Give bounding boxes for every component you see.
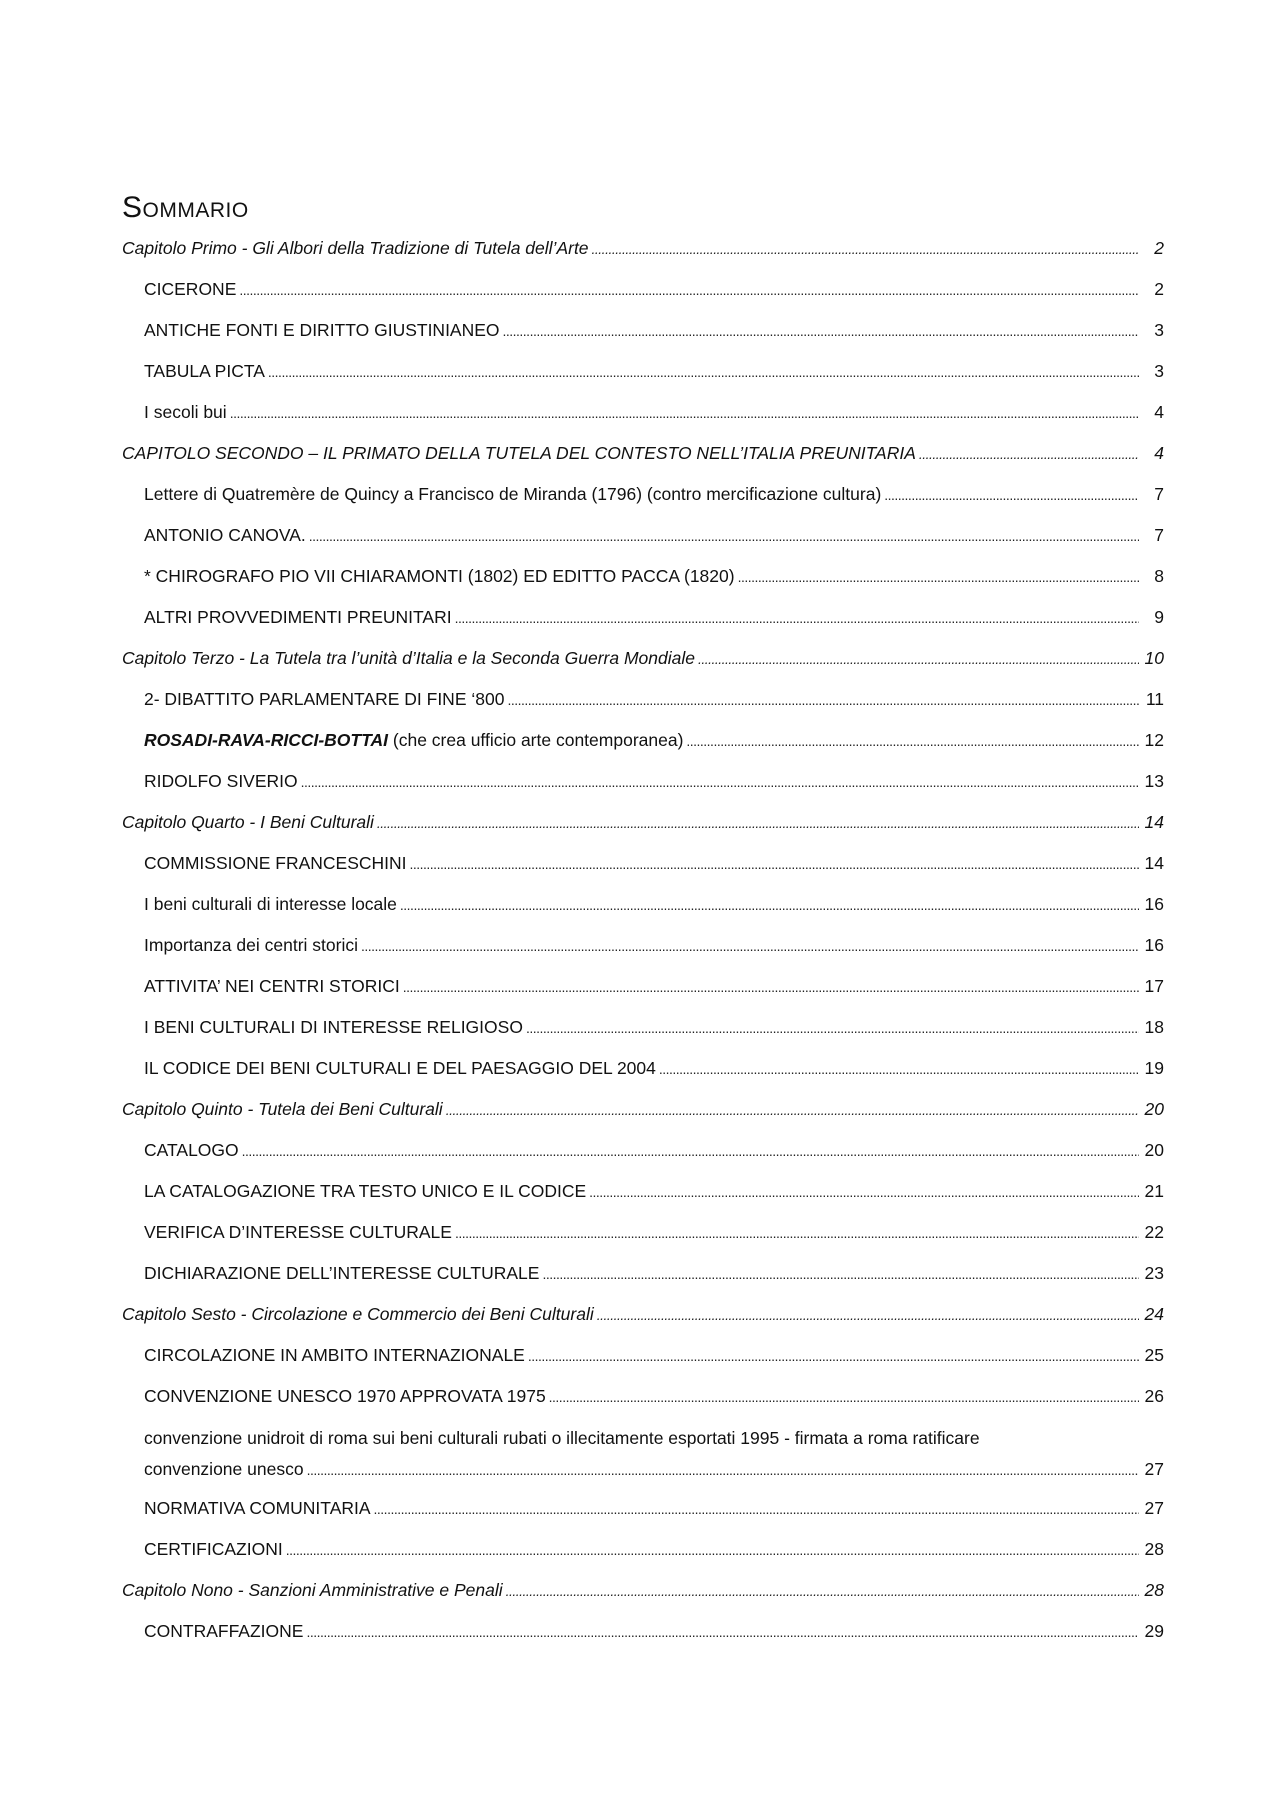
- toc-page-number: 3: [1154, 320, 1164, 340]
- dot-leader: [589, 1171, 1139, 1213]
- dot-leader: [230, 392, 1139, 434]
- dot-leader: [686, 720, 1139, 762]
- toc-chapter-entry[interactable]: [122, 1089, 1164, 1130]
- toc-page-number: 2: [1154, 279, 1164, 299]
- toc-page-number: 17: [1144, 976, 1164, 996]
- dot-leader: [528, 1335, 1139, 1377]
- toc-entry-text: CERTIFICAZIONI: [144, 1539, 283, 1559]
- toc-entry-text: LA CATALOGAZIONE TRA TESTO UNICO E IL CODICE: [144, 1181, 587, 1201]
- toc-section-entry[interactable]: [122, 1253, 1164, 1294]
- toc-entry-text: I BENI CULTURALI DI INTERESSE RELIGIOSO: [144, 1017, 523, 1037]
- toc-entry-text: DICHIARAZIONE DELL’INTERESSE CULTURALE: [144, 1263, 540, 1283]
- dot-leader: [659, 1048, 1139, 1090]
- toc-section-entry[interactable]: [122, 1611, 1164, 1652]
- toc-entry-text: [144, 720, 683, 761]
- toc-entry-text: Capitolo Nono - Sanzioni Amministrative e Penali: [122, 1580, 503, 1600]
- toc-section-entry[interactable]: [122, 966, 1164, 1007]
- toc-section-entry[interactable]: [122, 1130, 1164, 1171]
- toc-entries: [122, 228, 1164, 1652]
- toc-section-entry[interactable]: [122, 310, 1164, 351]
- toc-entry-text: CICERONE: [144, 279, 237, 299]
- dot-leader: [361, 925, 1139, 967]
- toc-entry-text: Capitolo Quinto - Tutela dei Beni Culturali: [122, 1099, 443, 1119]
- toc-entry-text: ANTICHE FONTI E DIRITTO GIUSTINIANEO: [144, 320, 500, 340]
- dot-leader: [377, 802, 1139, 844]
- dot-leader: [403, 966, 1139, 1008]
- toc-section-entry[interactable]: [122, 351, 1164, 392]
- toc-entry-bold-name: ROSADI-RAVA-RICCI-BOTTAI: [144, 730, 389, 750]
- toc-section-entry[interactable]: [122, 515, 1164, 556]
- toc-entry-text: NORMATIVA COMUNITARIA: [144, 1498, 371, 1518]
- dot-leader: [306, 1611, 1139, 1653]
- toc-page-number: 22: [1144, 1222, 1164, 1242]
- toc-section-entry[interactable]: [122, 1048, 1164, 1089]
- toc-page-number: 2: [1154, 238, 1164, 258]
- toc-section-entry[interactable]: [122, 1007, 1164, 1048]
- toc-entry-text: CONVENZIONE UNESCO 1970 APPROVATA 1975: [144, 1386, 546, 1406]
- toc-chapter-entry[interactable]: [122, 228, 1164, 269]
- toc-section-entry[interactable]: [122, 556, 1164, 597]
- dot-leader: [400, 884, 1139, 926]
- toc-section-entry[interactable]: [122, 679, 1164, 720]
- toc-page-number: 23: [1144, 1263, 1164, 1283]
- toc-page-number: 28: [1144, 1539, 1164, 1559]
- toc-entry-text-line: convenzione unidroit di roma sui beni culturali rubati o illecitamente esportati 1995 - firmata a roma ratificare: [144, 1428, 980, 1448]
- toc-section-entry[interactable]: [122, 1212, 1164, 1253]
- toc-entry-text: ATTIVITA’ NEI CENTRI STORICI: [144, 976, 400, 996]
- toc-page-number: 20: [1144, 1140, 1164, 1160]
- dot-leader: [455, 1212, 1139, 1254]
- toc-page-number: 8: [1154, 566, 1164, 586]
- toc-page-number: 4: [1154, 402, 1164, 422]
- toc-entry-text: Capitolo Quarto - I Beni Culturali: [122, 812, 374, 832]
- toc-entry-text: 2- DIBATTITO PARLAMENTARE DI FINE ‘800: [144, 689, 505, 709]
- dot-leader: [919, 433, 1139, 475]
- dot-leader: [884, 474, 1139, 516]
- dot-leader: [592, 228, 1139, 270]
- dot-leader: [286, 1529, 1139, 1571]
- dot-leader: [410, 843, 1139, 885]
- toc-entry-text: VERIFICA D’INTERESSE CULTURALE: [144, 1222, 452, 1242]
- toc-entry-text: Capitolo Terzo - La Tutela tra l’unità d’Italia e la Seconda Guerra Mondiale: [122, 648, 695, 668]
- toc-entry-text: Capitolo Sesto - Circolazione e Commercio dei Beni Culturali: [122, 1304, 594, 1324]
- toc-page-number: 7: [1154, 484, 1164, 504]
- toc-section-entry[interactable]: [122, 925, 1164, 966]
- dot-leader: [526, 1007, 1139, 1049]
- toc-page-number: 21: [1144, 1181, 1164, 1201]
- toc-entry-text: ALTRI PROVVEDIMENTI PREUNITARI: [144, 607, 452, 627]
- toc-page-number: 10: [1144, 648, 1164, 668]
- dot-leader: [307, 1454, 1139, 1486]
- toc-entry-text: COMMISSIONE FRANCESCHINI: [144, 853, 407, 873]
- toc-page-number: 26: [1144, 1386, 1164, 1406]
- toc-entry-text: CONTRAFFAZIONE: [144, 1621, 304, 1641]
- toc-entry-text: ANTONIO CANOVA.: [144, 525, 306, 545]
- toc-entry-note: (che crea ufficio arte contemporanea): [388, 730, 684, 750]
- toc-section-entry[interactable]: [122, 1488, 1164, 1529]
- toc-chapter-entry[interactable]: [122, 1570, 1164, 1611]
- toc-page-number: 13: [1144, 771, 1164, 791]
- toc-page-number: 27: [1144, 1459, 1164, 1479]
- toc-entry-text: convenzione unesco: [144, 1459, 304, 1479]
- toc-section-entry[interactable]: [122, 843, 1164, 884]
- toc-entry-text: TABULA PICTA: [144, 361, 265, 381]
- toc-title: Sommario: [122, 191, 249, 224]
- toc-section-entry[interactable]: [122, 1335, 1164, 1376]
- toc-section-entry[interactable]: [122, 474, 1164, 515]
- dot-leader: [446, 1089, 1139, 1131]
- dot-leader: [268, 351, 1139, 393]
- toc-entry-text: Importanza dei centri storici: [144, 935, 358, 955]
- toc-page-number: 29: [1144, 1621, 1164, 1641]
- toc-entry-text: I secoli bui: [144, 402, 227, 422]
- toc-page-number: 16: [1144, 894, 1164, 914]
- toc-chapter-entry[interactable]: [122, 802, 1164, 843]
- toc-page-number: 14: [1144, 812, 1164, 832]
- toc-page-number: 4: [1154, 443, 1164, 463]
- dot-leader: [309, 515, 1139, 557]
- toc-page-number: 20: [1144, 1099, 1164, 1119]
- dot-leader: [698, 638, 1139, 680]
- toc-page-number: 7: [1154, 525, 1164, 545]
- toc-entry-text: CAPITOLO SECONDO – IL PRIMATO DELLA TUTELA DEL CONTESTO NELL’ITALIA PREUNITARIA: [122, 443, 916, 463]
- toc-entry-text: Lettere di Quatremère de Quincy a Francisco de Miranda (1796) (contro mercificazione cultura): [144, 484, 882, 504]
- dot-leader: [242, 1130, 1139, 1172]
- toc-section-entry[interactable]: [122, 761, 1164, 802]
- toc-section-entry[interactable]: [122, 597, 1164, 638]
- dot-leader: [549, 1376, 1139, 1418]
- toc-section-entry[interactable]: [122, 392, 1164, 433]
- toc-page-number: 14: [1144, 853, 1164, 873]
- toc-page-number: 19: [1144, 1058, 1164, 1078]
- dot-leader: [506, 1570, 1139, 1612]
- toc-chapter-entry[interactable]: [122, 1294, 1164, 1335]
- toc-section-entry[interactable]: [122, 1171, 1164, 1212]
- toc-chapter-entry[interactable]: [122, 638, 1164, 679]
- toc-section-entry[interactable]: [122, 1417, 1164, 1488]
- dot-leader: [239, 269, 1139, 311]
- toc-page-number: 16: [1144, 935, 1164, 955]
- toc-entry-text: * CHIROGRAFO PIO VII CHIARAMONTI (1802) ED EDITTO PACCA (1820): [144, 566, 735, 586]
- dot-leader: [507, 679, 1139, 721]
- toc-page-number: 3: [1154, 361, 1164, 381]
- toc-chapter-entry[interactable]: [122, 433, 1164, 474]
- toc-section-entry[interactable]: [122, 269, 1164, 310]
- toc-entry-text: IL CODICE DEI BENI CULTURALI E DEL PAESAGGIO DEL 2004: [144, 1058, 656, 1078]
- toc-entry-text: I beni culturali di interesse locale: [144, 894, 397, 914]
- dot-leader: [503, 310, 1139, 352]
- toc-page-number: 12: [1144, 730, 1164, 750]
- toc-section-entry[interactable]: [122, 884, 1164, 925]
- toc-page-number: 24: [1144, 1304, 1164, 1324]
- dot-leader: [542, 1253, 1139, 1295]
- toc-page-number: 9: [1154, 607, 1164, 627]
- toc-entry-text: CIRCOLAZIONE IN AMBITO INTERNAZIONALE: [144, 1345, 525, 1365]
- toc-section-entry[interactable]: [122, 720, 1164, 761]
- dot-leader: [597, 1294, 1139, 1336]
- toc-page-number: 28: [1144, 1580, 1164, 1600]
- toc-page-number: 27: [1144, 1498, 1164, 1518]
- toc-page-number: 25: [1144, 1345, 1164, 1365]
- document-page: [122, 188, 1164, 1652]
- dot-leader: [374, 1488, 1139, 1530]
- toc-entry-text: Capitolo Primo - Gli Albori della Tradizione di Tutela dell’Arte: [122, 238, 589, 258]
- toc-section-entry[interactable]: [122, 1529, 1164, 1570]
- toc-page-number: 11: [1145, 689, 1164, 709]
- toc-entry-text: RIDOLFO SIVERIO: [144, 771, 298, 791]
- dot-leader: [301, 761, 1139, 803]
- toc-entry-text: CATALOGO: [144, 1140, 239, 1160]
- dot-leader: [455, 597, 1139, 639]
- toc-section-entry[interactable]: [122, 1376, 1164, 1417]
- toc-page-number: 18: [1144, 1017, 1164, 1037]
- dot-leader: [738, 556, 1139, 598]
